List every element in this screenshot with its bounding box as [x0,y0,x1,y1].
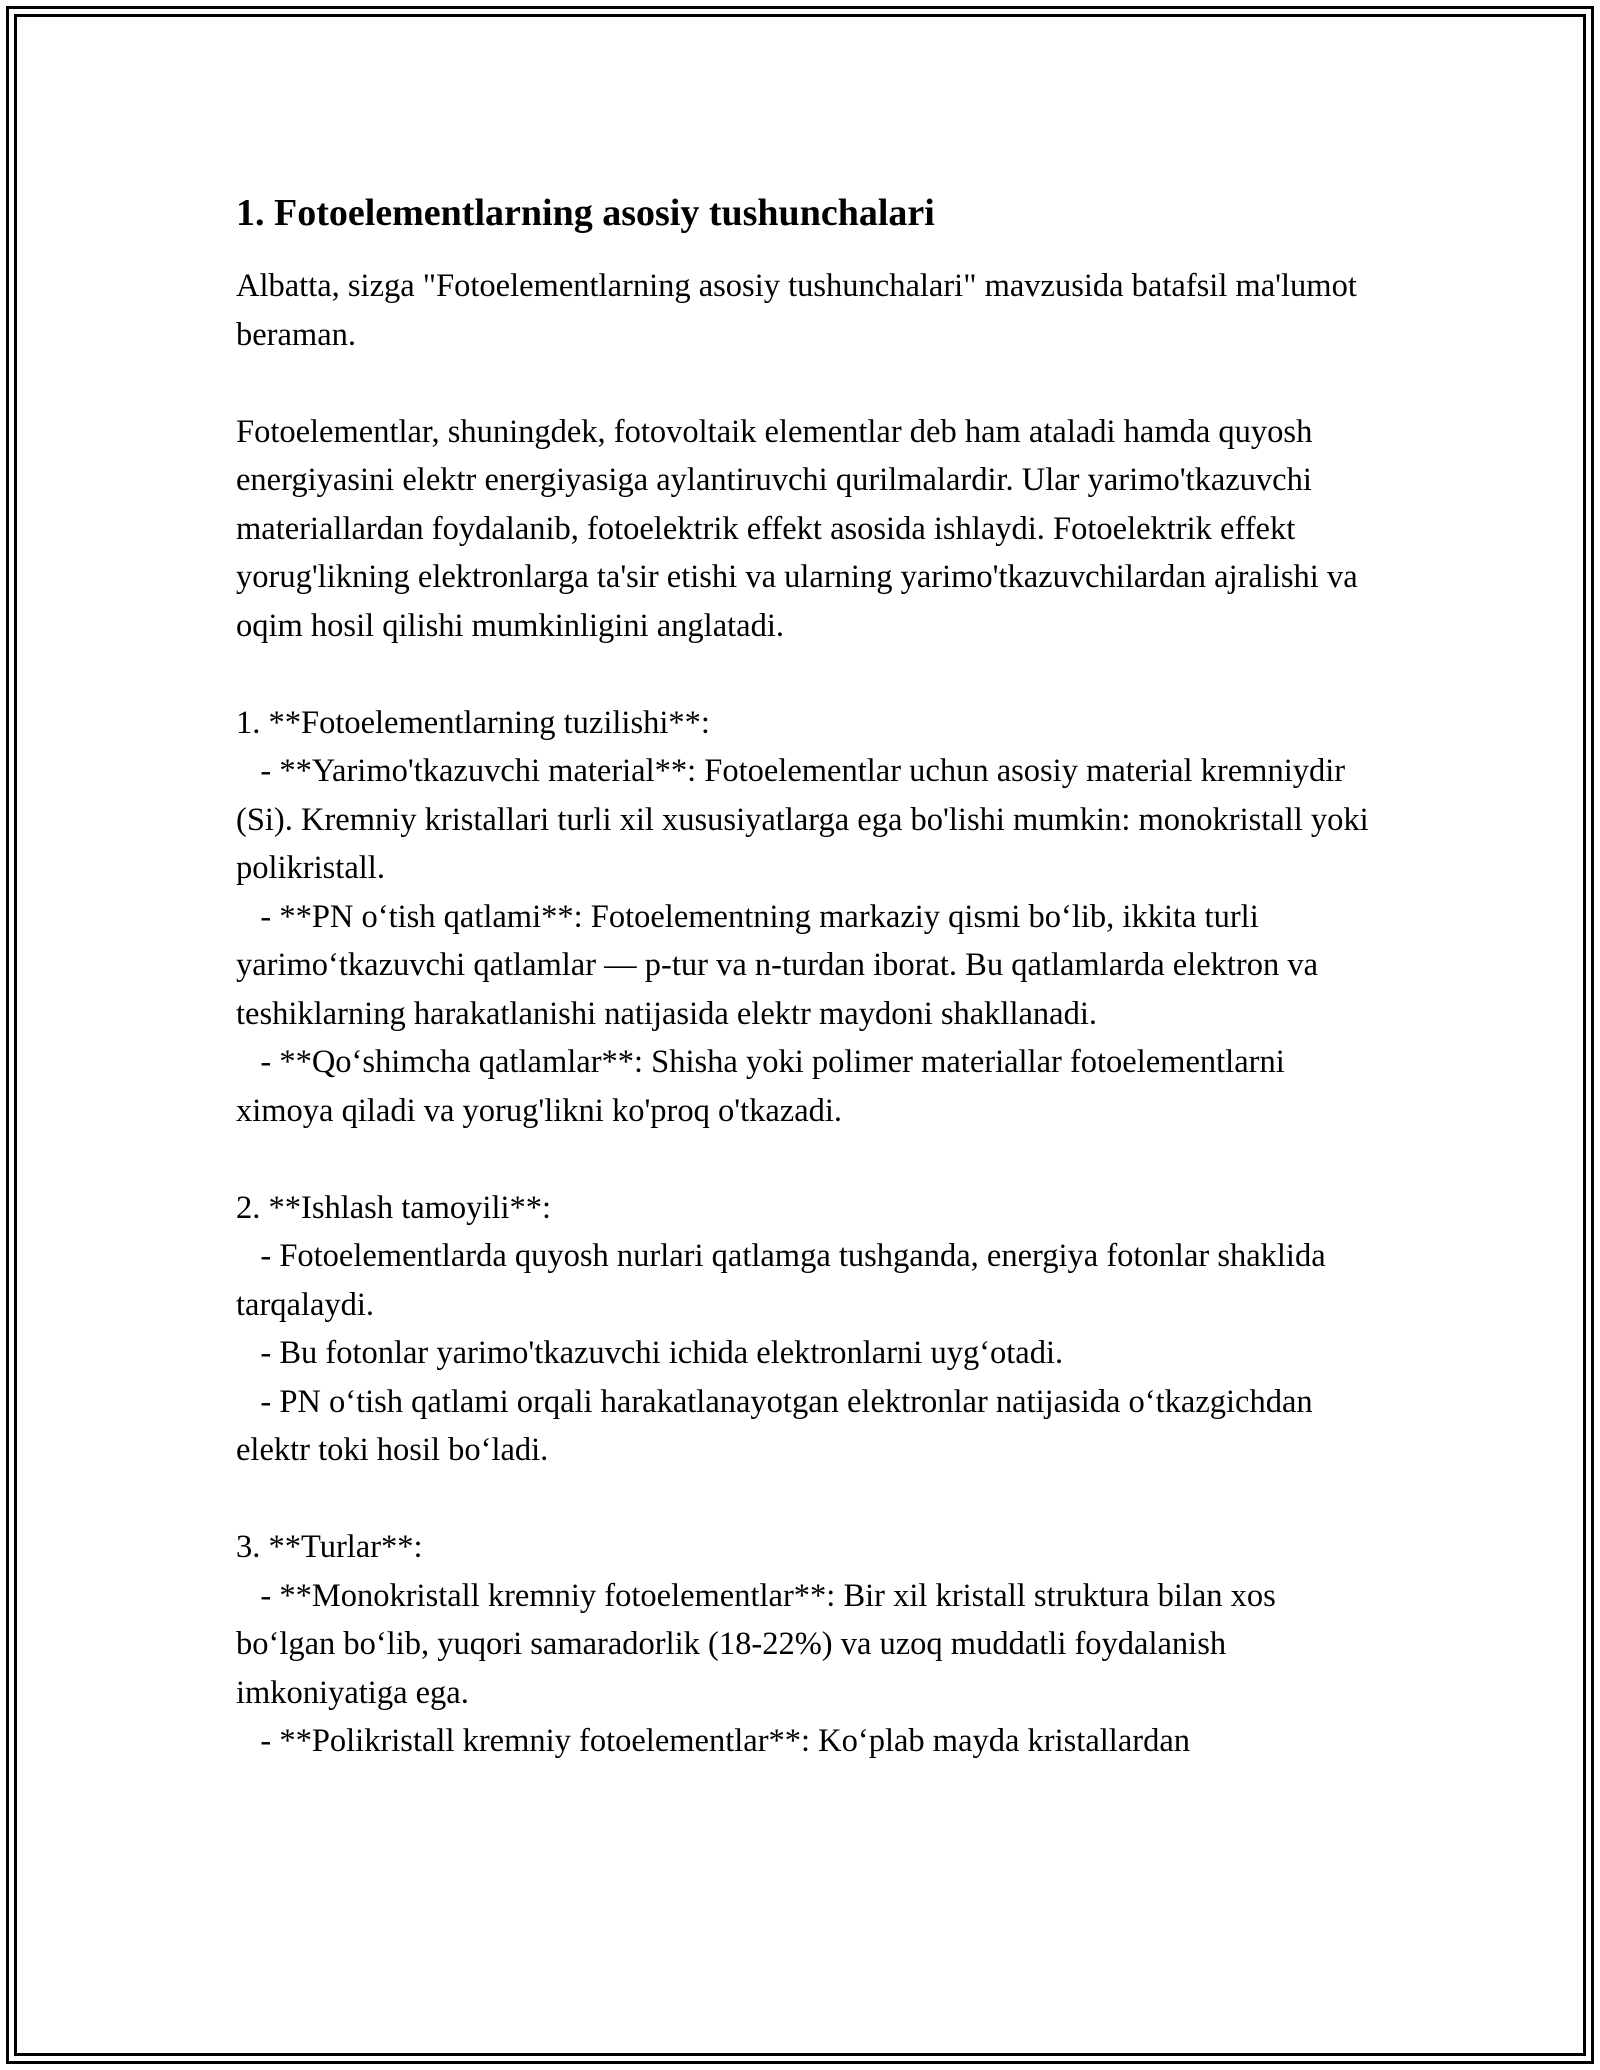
section-heading: 3. **Turlar**: [236,1529,423,1565]
document-body [236,188,1376,1766]
paragraph-gap [236,1135,1376,1184]
paragraph-gap [236,1475,1376,1524]
paragraph-gap [236,359,1376,408]
section-heading: 2. **Ishlash tamoyili**: [236,1189,552,1226]
document-title: 1. Fotoelementlarning asosiy tushunchalari [236,192,935,234]
list-item: - PN o‘tish qatlami orqali harakatlanayotgan elektronlar natijasida o‘tkazgichdan elektr toki hosil bo‘ladi. [236,1383,1321,1468]
list-item: - **Yarimo'tkazuvchi material**: Fotoelementlar uchun asosiy material kremniydir (Si). Kremniy kristallari turli xil xususiyatlarga ega bo'lishi mumkin: monokristall yoki polikristall. [236,753,1377,886]
paragraph-gap [236,650,1376,699]
list-item: - Bu fotonlar yarimo'tkazuvchi ichida elektronlarni uyg‘otadi. [260,1335,1064,1371]
list-item: - **PN o‘tish qatlami**: Fotoelementning markaziy qismi bo‘lib, ikkita turli yarimo‘tkazuvchi qatlamlar — p-tur va n-turdan iborat. Bu qatlamlarda elektron va teshiklarning harakatlanishi natijasida elektr maydoni shakllanadi. [236,898,1327,1032]
list-item: - **Qo‘shimcha qatlamlar**: Shisha yoki polimer materiallar fotoelementlarni ximoya qiladi va yorug'likni ko'proq o'tkazadi. [236,1044,1293,1129]
section-heading: 1. **Fotoelementlarning tuzilishi**: [236,704,710,741]
intro-paragraph: Albatta, sizga "Fotoelementlarning asosiy tushunchalari" mavzusida batafsil ma'lumot beraman. [236,268,1365,353]
list-item: - **Monokristall kremniy fotoelementlar**: Bir xil kristall struktura bilan xos bo‘lgan bo‘lib, yuqori samaradorlik (18-22%) va uzoq muddatli foydalanish imkoniyatiga ega. [236,1577,1284,1711]
list-item: - Fotoelementlarda quyosh nurlari qatlamga tushganda, energiya fotonlar shaklida tarqalaydi. [236,1238,1334,1323]
definition-paragraph: Fotoelementlar, shuningdek, fotovoltaik elementlar deb ham ataladi hamda quyosh energiyasini elektr energiyasiga aylantiruvchi qurilmalardir. Ular yarimo'tkazuvchi materiallardan foydalanib, fotoelektrik effekt asosida ishlaydi. Fotoelektrik effekt yorug'likning elektronlarga ta'sir etishi va ularning yarimo'tkazuvchilardan ajralishi va oqim hosil qilishi mumkinligini anglatadi. [236,413,1366,644]
list-item: - **Polikristall kremniy fotoelementlar**: Ko‘plab mayda kristallardan [260,1723,1190,1759]
